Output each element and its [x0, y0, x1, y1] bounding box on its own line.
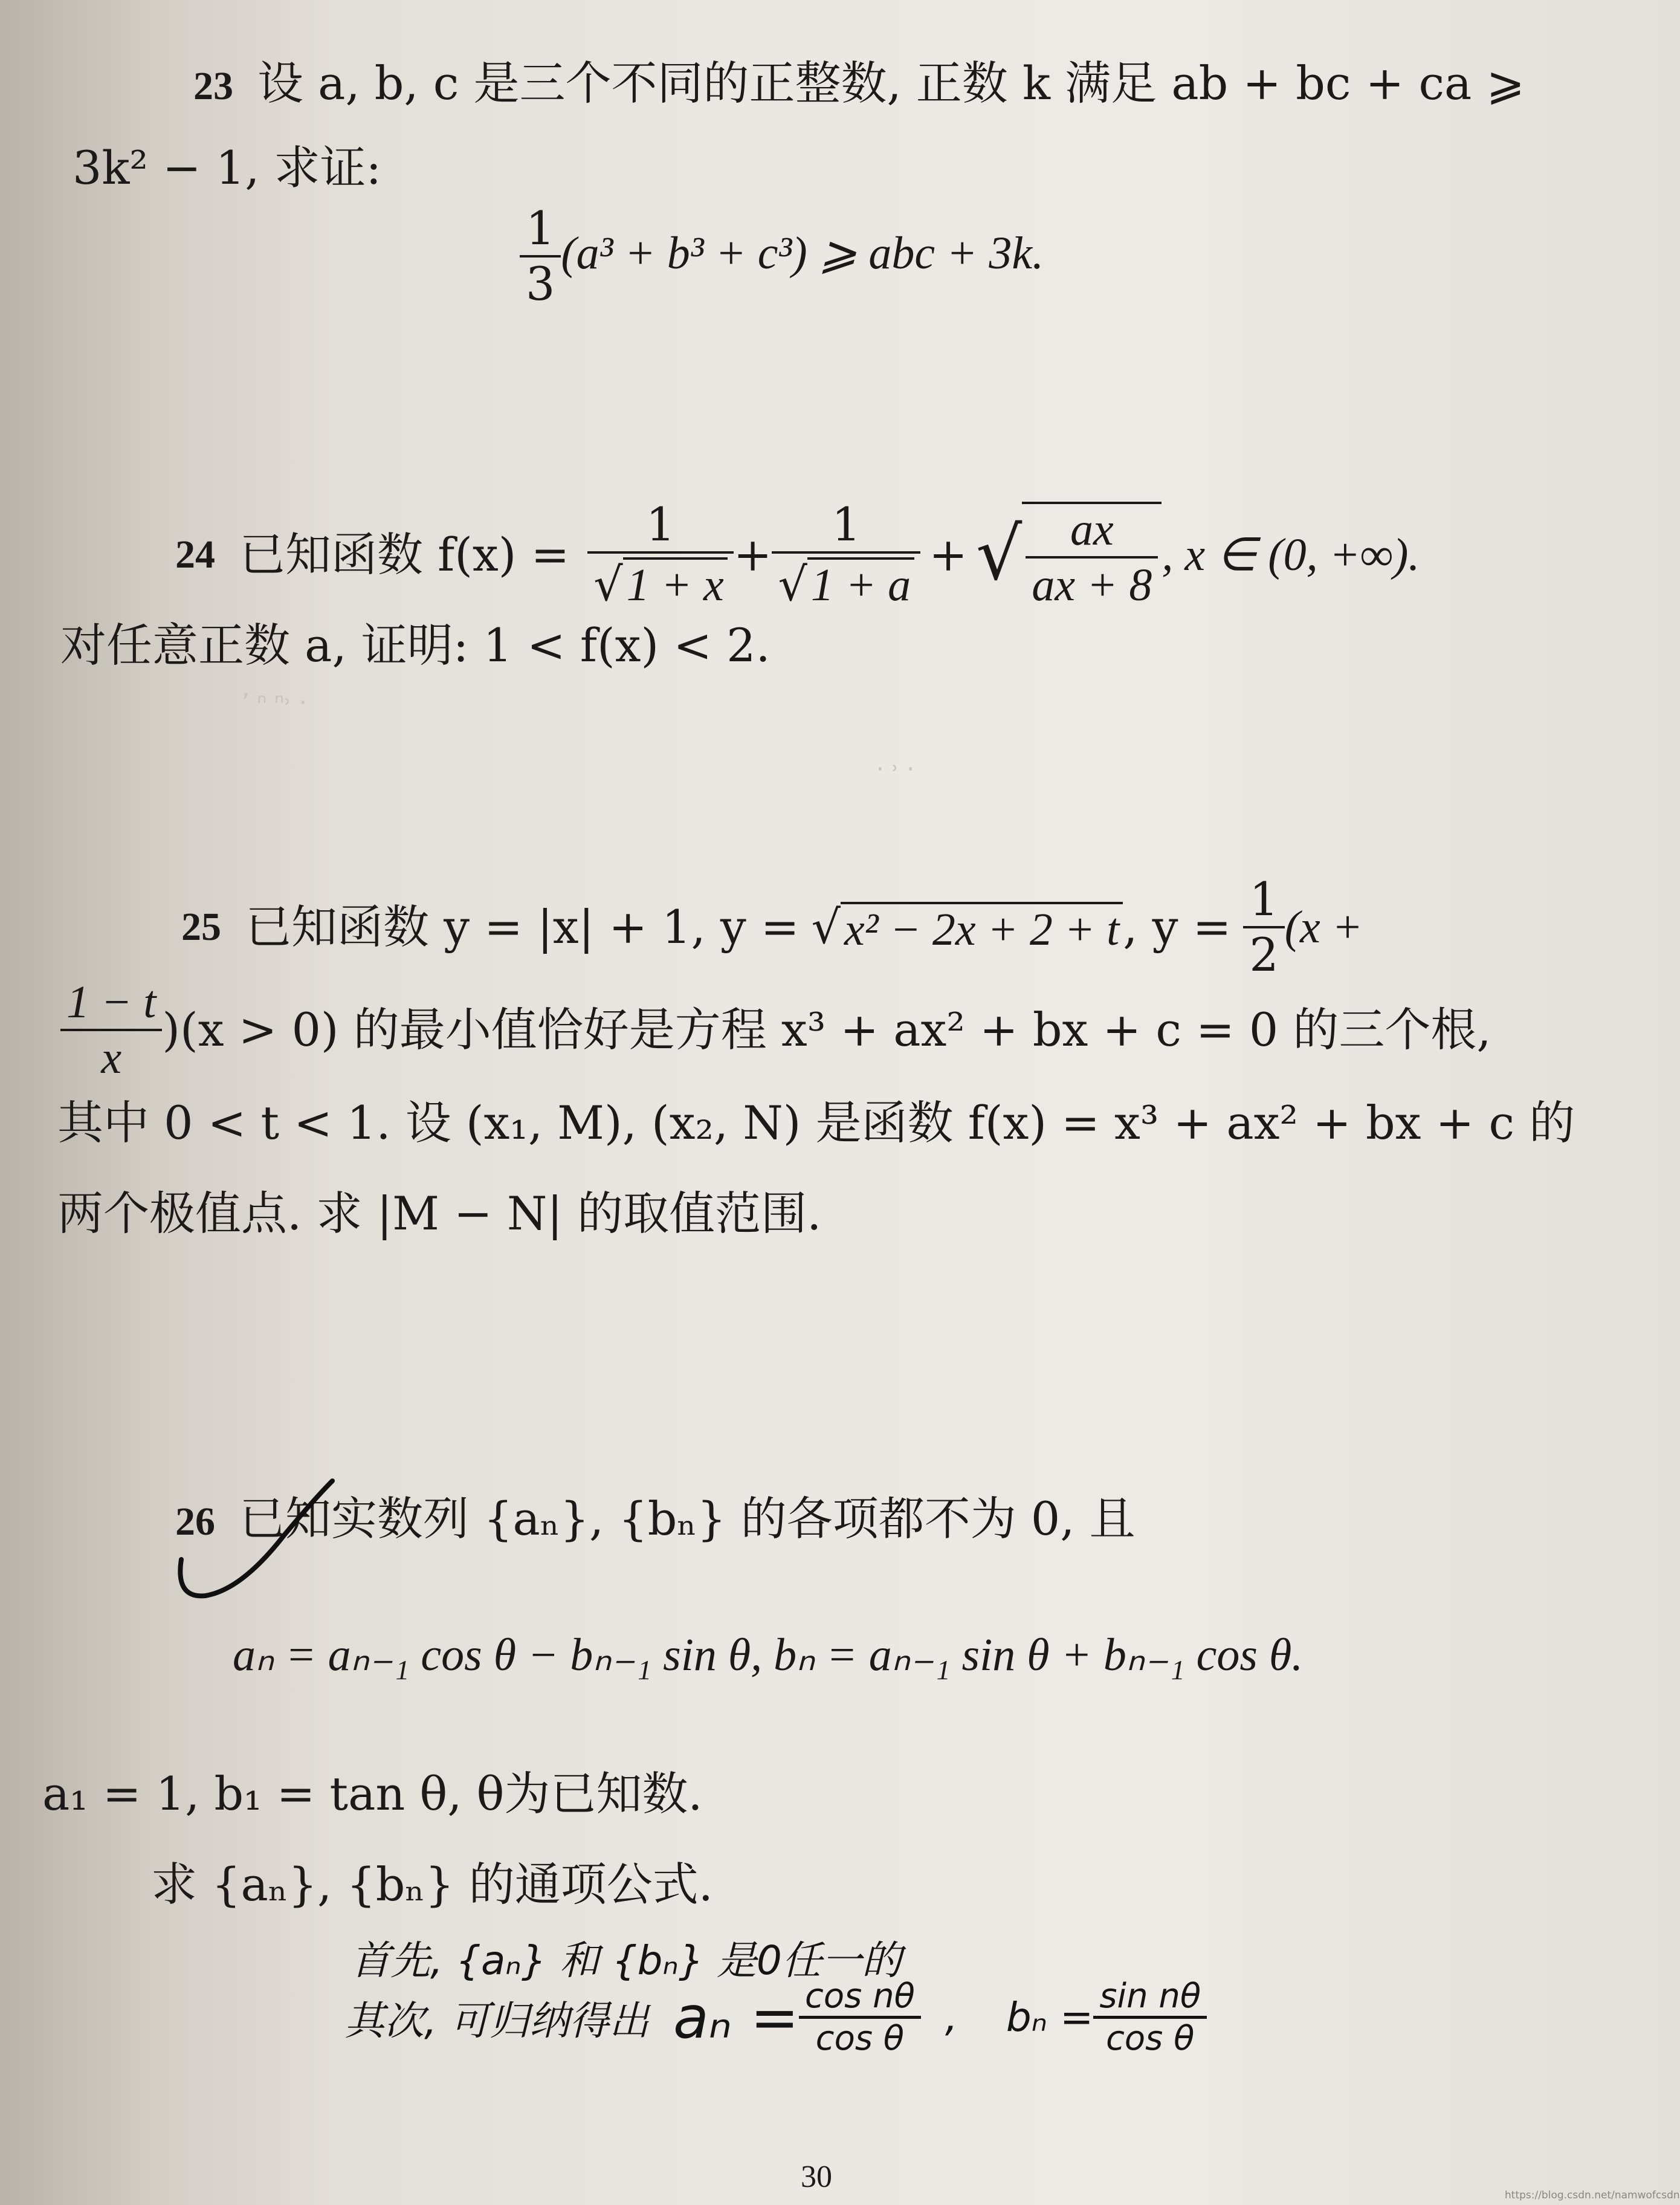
problem-26-question: 求 {aₙ}, {bₙ} 的通项公式.	[151, 1857, 713, 1911]
fraction-3-numerator: ax	[1026, 507, 1158, 559]
radical-sign: √	[975, 513, 1023, 597]
problem-23-formula	[520, 201, 1044, 311]
fraction-denominator: 3	[526, 257, 555, 311]
problem-25-line2-text: )(x > 0) 的最小值恰好是方程 x³ + ax² + bx + c = 0 的三个根,	[162, 1003, 1491, 1057]
sqrt-expression: x² − 2x + 2 + t	[841, 902, 1123, 953]
half-numerator: 1	[1243, 876, 1284, 928]
sqrt-1-plus-a: 1 + a	[807, 557, 914, 608]
problem-23-number: 23	[193, 64, 233, 108]
problem-23-line2: 3k² − 1, 求证:	[73, 141, 382, 195]
handwriting-bn-fraction	[1093, 1977, 1207, 2058]
plus-sign-1: +	[733, 528, 772, 581]
handwriting-an-denominator: cos θ	[815, 2019, 905, 2058]
checkmark-icon	[169, 1469, 351, 1614]
problem-23-text: 设 a, b, c 是三个不同的正整数, 正数 k 满足 ab + bc + ca ⩾	[257, 56, 1525, 110]
problem-25-line3: 其中 0 < t < 1. 设 (x₁, M), (x₂, N) 是函数 f(x) = x³ + ax² + bx + c 的	[57, 1096, 1575, 1150]
problem-26-recurrence: aₙ = aₙ₋₁ cos θ − bₙ₋₁ sin θ, bₙ = aₙ₋₁ sin θ + bₙ₋₁ cos θ.	[233, 1630, 1304, 1680]
watermark: https://blog.csdn.net/namwofcsdn	[1505, 2189, 1680, 2201]
faint-bleed-through-1: ʼ ⁿ ⁿ˒ ·	[242, 689, 307, 717]
handwriting-line2	[344, 1977, 1207, 2058]
page-number: 30	[801, 2160, 832, 2194]
problem-25-line4: 两个极值点. 求 |M − N| 的取值范围.	[57, 1187, 822, 1240]
problem-25-line1	[181, 872, 1363, 982]
problem-25-text-a: 已知函数 y = |x| + 1, y =	[245, 900, 800, 954]
faint-bleed-through-2: · ˒ ·	[876, 756, 915, 783]
fraction-2-denominator: √1 + a	[772, 554, 920, 608]
half-denominator: 2	[1249, 928, 1279, 982]
handwriting-comma: ,	[945, 1994, 958, 2041]
handwriting-bn-label: bₙ =	[1006, 1994, 1094, 2041]
fraction-numerator: 1	[520, 206, 561, 257]
handwriting-bn-denominator: cos θ	[1106, 2019, 1195, 2058]
fraction-one-half	[1243, 872, 1284, 982]
problem-24-line2: 对任意正数 a, 证明: 1 < f(x) < 2.	[60, 618, 771, 672]
problem-25-number: 25	[181, 905, 221, 949]
problem-23-line1	[193, 56, 1525, 110]
fraction-1-minus-t-over-x	[60, 979, 162, 1081]
problem-24-text-start: 已知函数 f(x) =	[239, 528, 570, 581]
fraction-1-denominator: √1 + x	[587, 554, 733, 608]
problem-26-number: 26	[175, 1500, 215, 1544]
handwriting-an-fraction	[799, 1977, 921, 2058]
t-fraction-numerator: 1 − t	[60, 979, 162, 1031]
fraction-1	[587, 497, 733, 611]
fraction-one-third	[520, 201, 561, 311]
problem-25-line2	[60, 979, 1491, 1081]
sqrt-1-plus-x: 1 + x	[623, 557, 728, 608]
sqrt-fraction	[1022, 502, 1161, 608]
fraction-2-numerator: 1	[772, 502, 920, 554]
problem-25-text-c: (x +	[1284, 902, 1363, 953]
handwriting-bn-numerator: sin nθ	[1093, 1977, 1207, 2019]
handwriting-an-label: aₙ =	[673, 1983, 800, 2051]
handwriting-line2-text: 其次, 可归纳得出	[344, 1998, 649, 2044]
problem-25-text-b: , y =	[1123, 900, 1232, 954]
radical-sign-2: √	[811, 900, 841, 954]
formula-rest: (a³ + b³ + c³) ⩾ abc + 3k.	[561, 228, 1044, 279]
problem-24-line1	[175, 497, 1420, 611]
problem-26-text: 已知实数列 {aₙ}, {bₙ} 的各项都不为 0, 且	[239, 1492, 1136, 1546]
handwriting-an-numerator: cos nθ	[799, 1977, 921, 2019]
fraction-3	[1026, 504, 1158, 610]
fraction-1-numerator: 1	[587, 502, 733, 554]
t-fraction-denominator: x	[101, 1032, 122, 1083]
fraction-2	[772, 497, 920, 611]
plus-sign-2: +	[929, 528, 968, 581]
problem-24-number: 24	[175, 533, 215, 577]
handwriting-line1: 首先, {aₙ} 和 {bₙ} 是0任一的	[351, 1937, 902, 1984]
fraction-3-denominator: ax + 8	[1032, 560, 1152, 610]
domain-text: , x ∈ (0, +∞).	[1161, 529, 1420, 580]
problem-26-initial: a₁ = 1, b₁ = tan θ, θ为已知数.	[42, 1767, 703, 1821]
